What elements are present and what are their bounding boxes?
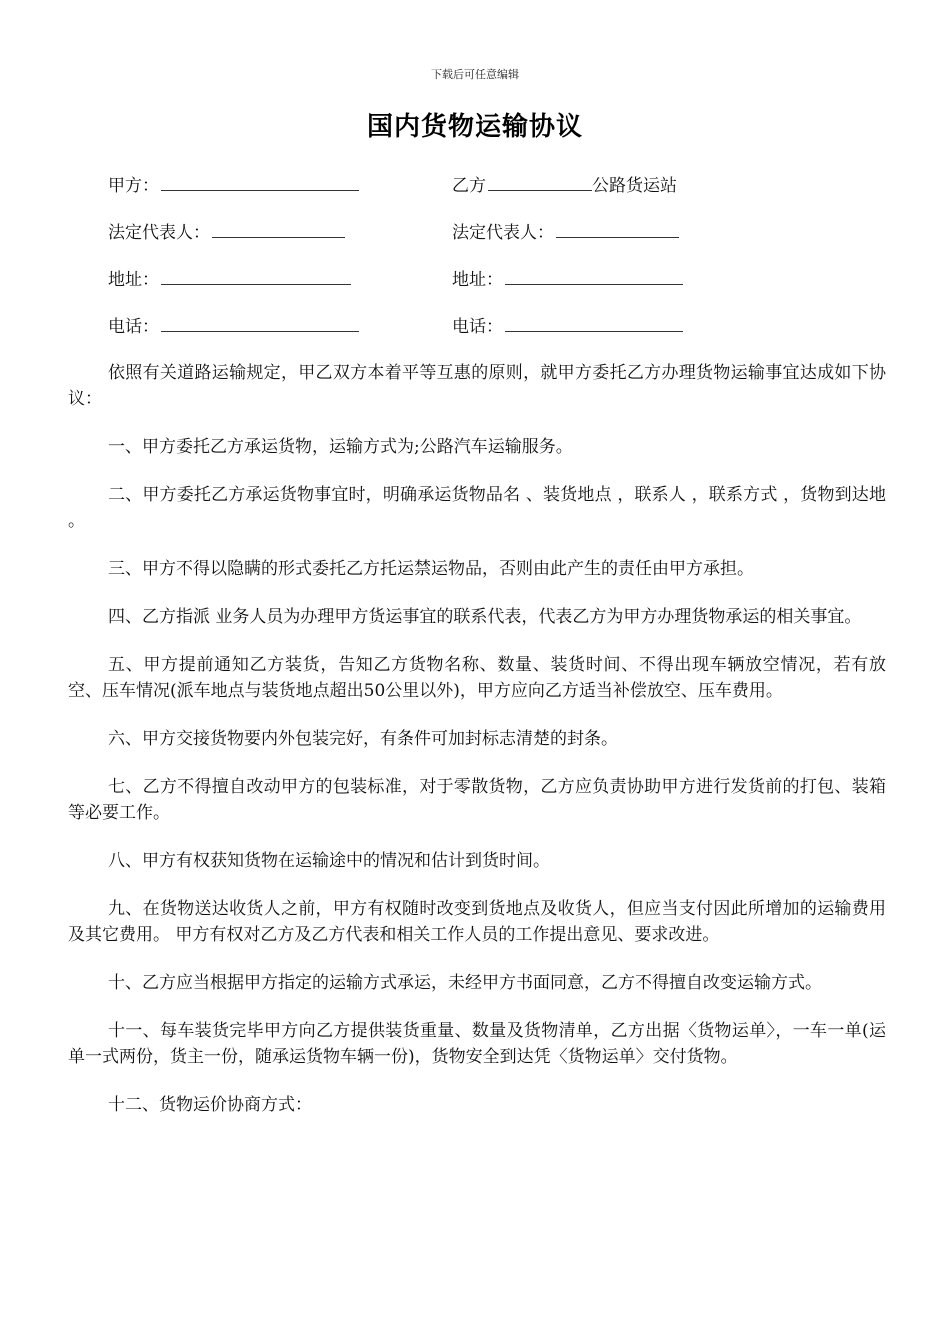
party-b-suffix: 公路货运站 — [592, 176, 677, 196]
party-b-phone-label: 电话： — [452, 317, 503, 337]
party-b-blank[interactable] — [488, 172, 592, 191]
party-b-address-blank[interactable] — [505, 266, 683, 285]
clause-10: 十、乙方应当根据甲方指定的运输方式承运，未经甲方书面同意，乙方不得擅自改变运输方式。 — [108, 973, 822, 993]
party-a-field — [108, 172, 359, 198]
clause-9: 九、在货物送达收货人之前，甲方有权随时改变到货地点及收货人，但应当支付因此所增加的运输费用及其它费用。 甲方有权对乙方及乙方代表和相关工作人员的工作提出意见、要求改进。 — [68, 899, 886, 945]
party-b-address-label: 地址： — [452, 270, 503, 290]
party-a-address-field — [108, 266, 351, 292]
intro-paragraph: 依照有关道路运输规定，甲乙双方本着平等互惠的原则，就甲方委托乙方办理货物运输事宜达成如下协议： — [68, 363, 886, 409]
party-a-phone-blank[interactable] — [161, 313, 359, 332]
clause-2: 二、甲方委托乙方承运货物事宜时，明确承运货物品名 、装货地点 ，联系人 ，联系方式 ，货物到达地 。 — [68, 485, 886, 531]
clause-11: 十一、每车装货完毕甲方向乙方提供装货重量、数量及货物清单，乙方出据〈货物运单〉，一车一单(运单一式两份，货主一份，随承运货物车辆一份)，货物安全到达凭〈货物运单〉交付货物。 — [68, 1021, 886, 1067]
party-a-phone-field — [108, 313, 359, 339]
clause-6: 六、甲方交接货物要内外包装完好，有条件可加封标志清楚的封条。 — [108, 729, 618, 749]
party-a-blank[interactable] — [161, 172, 359, 191]
party-b-field — [452, 172, 677, 198]
party-b-label: 乙方 — [452, 176, 486, 196]
clause-1: 一、甲方委托乙方承运货物，运输方式为;公路汽车运输服务。 — [108, 437, 573, 457]
clause-8: 八、甲方有权获知货物在运输途中的情况和估计到货时间。 — [108, 851, 550, 871]
header-note: 下载后可任意编辑 — [431, 68, 519, 81]
party-row — [108, 172, 868, 219]
party-b-rep-blank[interactable] — [556, 219, 679, 238]
party-row — [108, 219, 868, 266]
clause-12: 十二、货物运价协商方式： — [108, 1095, 312, 1115]
party-a-rep-field — [108, 219, 345, 245]
party-a-rep-blank[interactable] — [212, 219, 345, 238]
party-row — [108, 313, 868, 360]
party-a-address-label: 地址： — [108, 270, 159, 290]
agreement-body — [68, 360, 886, 1140]
clause-5: 五、甲方提前通知乙方装货，告知乙方货物名称、数量、装货时间、不得出现车辆放空情况，若有放空、压车情况(派车地点与装货地点超出50公里以外)，甲方应向乙方适当补偿放空、压车费用。 — [68, 655, 886, 701]
party-a-phone-label: 电话： — [108, 317, 159, 337]
party-row — [108, 266, 868, 313]
party-b-rep-field — [452, 219, 679, 245]
party-info-grid — [108, 172, 868, 360]
clause-4: 四、乙方指派 业务人员为办理甲方货运事宜的联系代表，代表乙方为甲方办理货物承运的相关事宜。 — [108, 607, 862, 627]
party-b-address-field — [452, 266, 683, 292]
party-b-phone-blank[interactable] — [505, 313, 683, 332]
party-a-label: 甲方： — [108, 176, 159, 196]
party-a-rep-label: 法定代表人： — [108, 223, 210, 243]
document-title: 国内货物运输协议 — [366, 112, 583, 142]
party-b-rep-label: 法定代表人： — [452, 223, 554, 243]
clause-3: 三、甲方不得以隐瞒的形式委托乙方托运禁运物品，否则由此产生的责任由甲方承担。 — [108, 559, 754, 579]
party-a-address-blank[interactable] — [161, 266, 351, 285]
party-b-phone-field — [452, 313, 683, 339]
clause-7: 七、乙方不得擅自改动甲方的包装标准，对于零散货物，乙方应负责协助甲方进行发货前的打包、装箱等必要工作。 — [68, 777, 886, 823]
